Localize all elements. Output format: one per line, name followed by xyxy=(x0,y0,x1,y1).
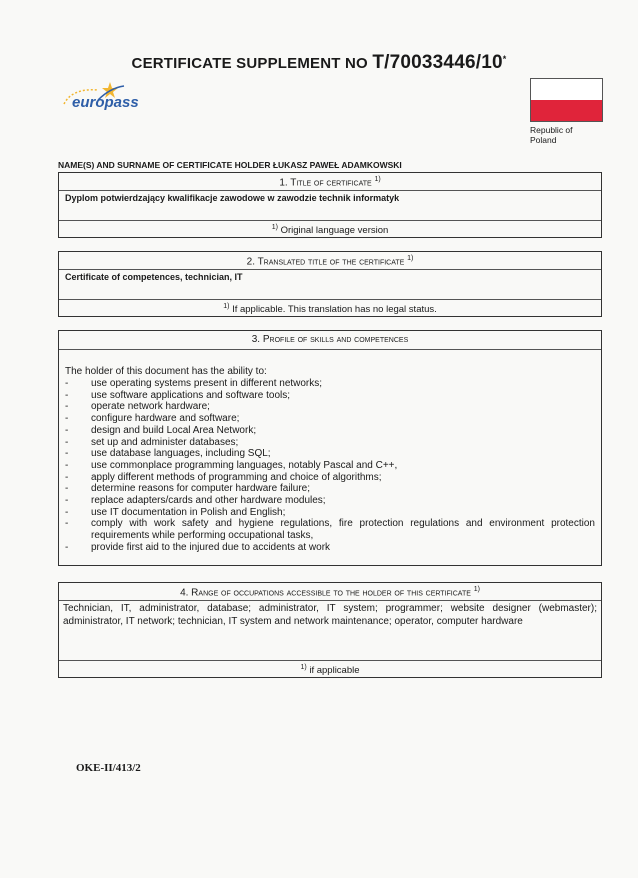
list-bullet: - xyxy=(65,506,69,518)
list-bullet: - xyxy=(65,483,69,495)
list-item xyxy=(65,507,595,519)
list-bullet: - xyxy=(65,413,69,425)
list-item xyxy=(65,542,595,554)
list-item xyxy=(65,495,595,507)
section-3-title-text: 3. Profile of skills and competences xyxy=(251,334,409,345)
section-2-footnote xyxy=(59,299,601,316)
skill-text: comply with work safety and hygiene regulations, fire protection regulations and environment protection requirements while performing occupational tasks, xyxy=(91,518,595,542)
logo-text: europass xyxy=(72,94,139,111)
section-3-title xyxy=(59,331,601,350)
skill-text: set up and administer databases; xyxy=(91,436,239,448)
section-occupations xyxy=(58,582,602,678)
section-4-title xyxy=(59,583,601,601)
skill-text: design and build Local Area Network; xyxy=(91,424,257,436)
list-item xyxy=(65,448,595,460)
list-bullet: - xyxy=(65,518,69,530)
section-skills xyxy=(58,330,602,566)
skill-text: use software applications and software tools; xyxy=(91,389,290,401)
list-item xyxy=(65,378,595,390)
section-4-title-text: 4. Range of occupations accessible to the holder of this certificate xyxy=(180,587,471,599)
section-4-value: Technician, IT, administrator, database; administrator, IT system; programmer; website designer (webmaster); administrator, IT network; technician, IT system and network maintenance; operator, computer hardware xyxy=(63,603,597,627)
list-bullet: - xyxy=(65,424,69,436)
section-4-footnote xyxy=(59,660,601,677)
skills-intro: The holder of this document has the ability to: xyxy=(65,366,267,377)
skill-text: use database languages, including SQL; xyxy=(91,448,271,460)
list-item xyxy=(65,390,595,402)
section-1-foot-text: Original language version xyxy=(280,225,389,236)
list-item xyxy=(65,425,595,437)
flag-white-band xyxy=(531,79,602,100)
document-title xyxy=(0,52,638,74)
list-item xyxy=(65,437,595,449)
section-2-title xyxy=(59,252,601,270)
holder-name: NAME(S) AND SURNAME OF CERTIFICATE HOLDER ŁUKASZ PAWEŁ ADAMKOWSKI xyxy=(58,160,402,170)
section-1-footnote xyxy=(59,220,601,237)
list-bullet: - xyxy=(65,495,69,507)
section-2-sup: 1) xyxy=(407,255,414,262)
section-2-title-text: 2. Translated title of the certificate xyxy=(246,256,405,268)
list-item xyxy=(65,472,595,484)
title-prefix: CERTIFICATE SUPPLEMENT NO xyxy=(131,55,368,72)
list-item xyxy=(65,518,595,541)
list-bullet: - xyxy=(65,389,69,401)
document-reference: OKE-II/413/2 xyxy=(76,762,141,774)
section-2-foot-text: If applicable. This translation has no legal status. xyxy=(232,304,437,315)
section-4-foot-text: if applicable xyxy=(309,665,360,676)
section-1-title xyxy=(59,173,601,191)
europass-logo xyxy=(58,78,148,126)
skill-text: provide first aid to the injured due to accidents at work xyxy=(91,541,331,553)
skill-text: use operating systems present in different networks; xyxy=(91,378,323,389)
section-2-foot-sup: 1) xyxy=(223,302,230,310)
skill-text: operate network hardware; xyxy=(91,401,210,413)
asterisk: * xyxy=(502,54,507,64)
country-label xyxy=(530,125,573,145)
skill-text: determine reasons for computer hardware failure; xyxy=(91,483,310,495)
poland-flag xyxy=(530,78,603,122)
section-2-value: Certificate of competences, technician, IT xyxy=(65,272,243,283)
skill-text: configure hardware and software; xyxy=(91,413,240,425)
skills-list xyxy=(65,378,595,554)
certificate-number: T/70033446/10 xyxy=(372,52,503,73)
skill-text: apply different methods of programming and choice of algorithms; xyxy=(91,471,382,483)
country-line-1: Republic of xyxy=(530,125,573,135)
section-4-sup: 1) xyxy=(473,586,480,593)
skill-text: use IT documentation in Polish and English; xyxy=(91,506,286,518)
list-bullet: - xyxy=(65,448,69,460)
section-1-sup: 1) xyxy=(374,176,381,183)
skill-text: use commonplace programming languages, notably Pascal and C++, xyxy=(91,459,398,471)
section-title-of-certificate xyxy=(58,172,602,238)
list-bullet: - xyxy=(65,541,69,553)
list-bullet: - xyxy=(65,378,69,389)
list-item xyxy=(65,460,595,472)
list-bullet: - xyxy=(65,471,69,483)
section-translated-title xyxy=(58,251,602,317)
skill-text: replace adapters/cards and other hardware modules; xyxy=(91,495,326,507)
flag-red-band xyxy=(531,100,602,121)
section-4-foot-sup: 1) xyxy=(300,663,307,671)
section-1-value: Dyplom potwierdzający kwalifikacje zawodowe w zawodzie technik informatyk xyxy=(65,193,400,204)
list-bullet: - xyxy=(65,401,69,413)
list-bullet: - xyxy=(65,436,69,448)
list-item xyxy=(65,401,595,413)
list-bullet: - xyxy=(65,459,69,471)
list-item xyxy=(65,483,595,495)
section-1-foot-sup: 1) xyxy=(271,223,278,231)
list-item xyxy=(65,413,595,425)
section-1-title-text: 1. Title of certificate xyxy=(279,177,372,189)
country-line-2: Poland xyxy=(530,135,557,145)
